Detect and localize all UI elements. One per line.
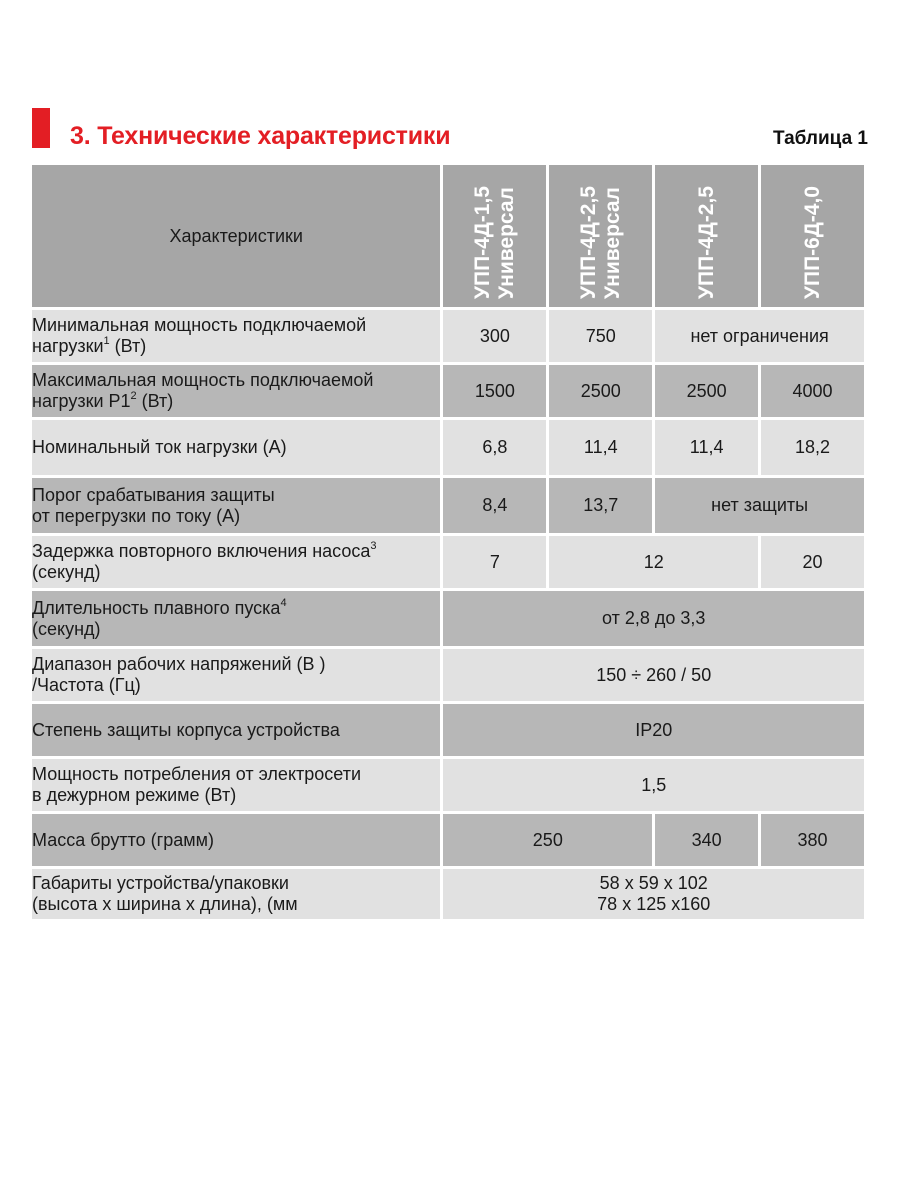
header-model-1: [443, 165, 546, 307]
cell-value: нет ограничения: [655, 310, 864, 362]
row-label-line1: Максимальная мощность подключаемой: [32, 370, 374, 390]
cell-value: 11,4: [549, 420, 652, 475]
header-model-3: [655, 165, 758, 307]
row-label-line2: нагрузки: [32, 336, 104, 356]
row-label: [32, 310, 440, 362]
cell-value: 7: [443, 536, 546, 588]
footnote-mark: 3: [370, 540, 377, 552]
cell-value: 150 ÷ 260 / 50: [443, 649, 864, 701]
model-3-name: УПП-4Д-2,5: [694, 185, 718, 299]
model-1-variant: Универсал: [494, 187, 518, 299]
row-label: [32, 649, 440, 701]
row-label-line2: (секунд): [32, 618, 101, 639]
header-characteristics: Характеристики: [32, 165, 440, 307]
row-label-line2: /Частота (Гц): [32, 675, 141, 695]
row-label: [32, 704, 440, 756]
cell-value: 20: [761, 536, 864, 588]
row-label-unit: (Вт): [109, 336, 147, 356]
row-label-line1: Порог срабатывания защиты: [32, 484, 275, 505]
table-label: Таблица 1: [772, 128, 868, 149]
cell-value: 8,4: [443, 478, 546, 533]
cell-value: 1500: [443, 365, 546, 417]
model-2-name: УПП-4Д-2,5: [576, 185, 600, 299]
table-header-row: [32, 165, 864, 307]
dimensions-device: 58 х 59 х 102: [599, 873, 708, 893]
cell-value: 18,2: [761, 420, 864, 475]
row-label-line2: нагрузки Р1: [32, 391, 131, 411]
cell-value: нет защиты: [655, 478, 864, 533]
row-label-line1: Степень защиты корпуса устройства: [32, 719, 340, 740]
section-title: 3. Технические характеристики: [70, 122, 451, 150]
model-4-name: УПП-6Д-4,0: [800, 185, 824, 299]
cell-value: IP20: [443, 704, 864, 756]
row-label-line1: Длительность плавного пуска: [32, 597, 281, 618]
cell-value: 300: [443, 310, 546, 362]
cell-value: 380: [761, 814, 864, 866]
header-model-4: [761, 165, 864, 307]
row-label: [32, 759, 440, 811]
cell-value: 2500: [655, 365, 758, 417]
section-marker: [32, 108, 50, 148]
row-label-line2: от перегрузки по току (А): [32, 505, 241, 526]
cell-value: 750: [549, 310, 652, 362]
table-row-restart-delay: [32, 536, 864, 588]
row-label-line1: Масса брутто (грамм): [32, 829, 214, 850]
row-label: [32, 478, 440, 533]
model-1-name: УПП-4Д-1,5: [470, 185, 494, 299]
cell-value: [443, 869, 864, 919]
table-row-rated-current: [32, 420, 864, 475]
table-row-max-power: [32, 365, 864, 417]
table-row-min-power: [32, 310, 864, 362]
cell-value: 13,7: [549, 478, 652, 533]
cell-value: 340: [655, 814, 758, 866]
row-label: [32, 814, 440, 866]
row-label: [32, 536, 440, 588]
row-label-line1: Задержка повторного включения насоса: [32, 541, 371, 561]
row-label-line1: Номинальный ток нагрузки (А): [32, 437, 287, 457]
table-row-soft-start: [32, 591, 864, 646]
row-label: [32, 420, 440, 475]
cell-value: 250: [443, 814, 652, 866]
row-label-line2: (секунд): [32, 562, 101, 582]
header-model-2: [549, 165, 652, 307]
row-label-line1: Диапазон рабочих напряжений (В ): [32, 654, 326, 674]
dimensions-package: 78 х 125 х160: [597, 894, 711, 914]
table-row-protection-threshold: [32, 478, 864, 533]
cell-value: 6,8: [443, 420, 546, 475]
footnote-mark: 1: [103, 335, 110, 347]
cell-value: 2500: [549, 365, 652, 417]
row-label: [32, 591, 440, 646]
row-label: [32, 365, 440, 417]
row-label-line2: в дежурном режиме (Вт): [32, 785, 237, 805]
table-row-gross-weight: [32, 814, 864, 866]
cell-value: 11,4: [655, 420, 758, 475]
spec-table: [29, 162, 867, 922]
cell-value: от 2,8 до 3,3: [443, 591, 864, 646]
footnote-mark: 4: [280, 596, 287, 609]
model-2-variant: Универсал: [600, 187, 624, 299]
row-label-line1: Минимальная мощность подключаемой: [32, 315, 367, 335]
footnote-mark: 2: [130, 390, 137, 402]
row-label: [32, 869, 440, 919]
table-row-dimensions: [32, 869, 864, 919]
table-row-ip-rating: [32, 704, 864, 756]
row-label-line2: (высота х ширина х длина), (мм: [32, 894, 298, 914]
cell-value: 12: [549, 536, 758, 588]
cell-value: 4000: [761, 365, 864, 417]
table-row-voltage-range: [32, 649, 864, 701]
table-row-standby-power: [32, 759, 864, 811]
row-label-line1: Габариты устройства/упаковки: [32, 873, 289, 893]
cell-value: 1,5: [443, 759, 864, 811]
row-label-line1: Мощность потребления от электросети: [32, 764, 361, 784]
row-label-unit: (Вт): [136, 391, 174, 411]
